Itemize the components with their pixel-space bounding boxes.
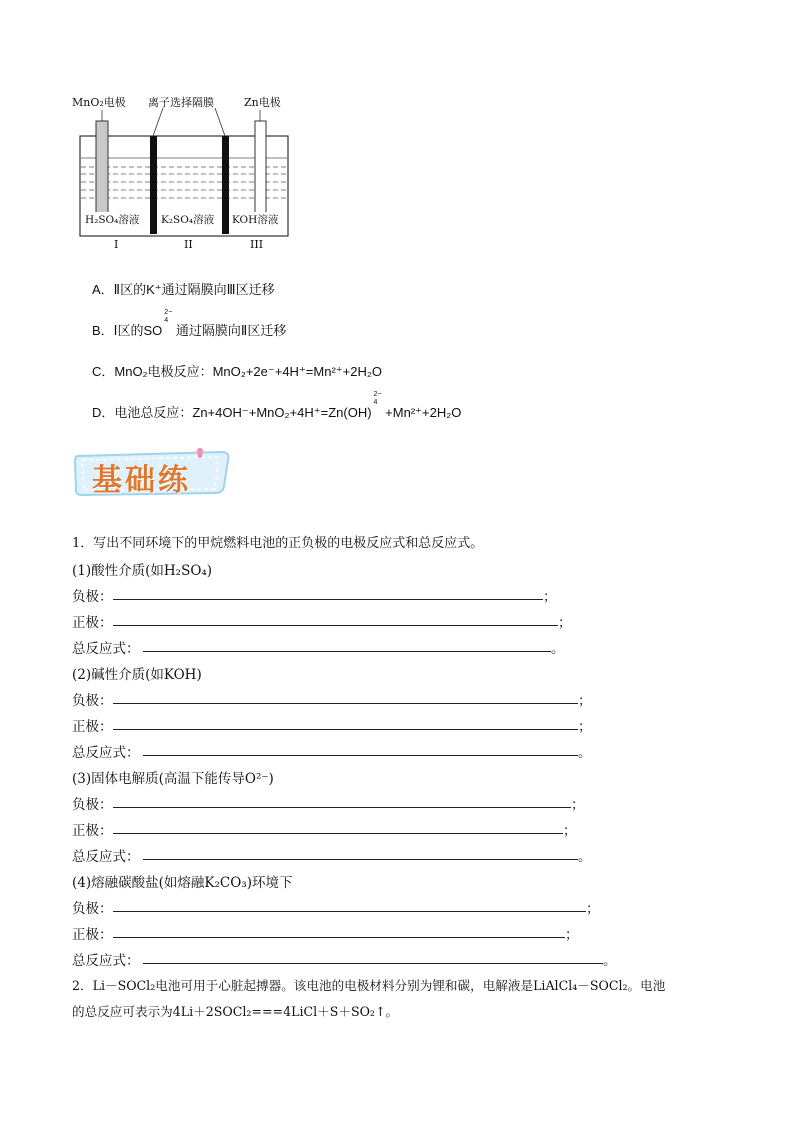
- option-d-ion-charge: [372, 391, 382, 417]
- cell-svg: [60, 88, 300, 258]
- q1-s2-pos-answer-line[interactable]: [113, 729, 578, 730]
- q1-s3-pos-label: 正极：: [72, 823, 113, 839]
- q1-section-2-heading: (2)碱性介质(如KOH): [72, 667, 202, 683]
- solution-label-3: KOH溶液: [232, 214, 279, 226]
- q1-s3-total-period: 。: [578, 849, 592, 865]
- q1-s2-neg-semicolon: ；: [578, 693, 592, 709]
- q1-s2-neg-label: 负极：: [72, 693, 113, 709]
- zn-electrode-label: Zn电极: [244, 96, 281, 109]
- option-b: [92, 309, 287, 339]
- q2-line-1: 2．Li－SOCl₂电池可用于心脏起搏器。该电池的电极材料分别为锂和碳，电解液是LiAlCl₄－SOCl₂。电池: [72, 978, 666, 993]
- q1-s2-total-answer-line[interactable]: [143, 755, 578, 756]
- option-d-sub: 4: [373, 399, 378, 406]
- option-b-sub: 4: [164, 317, 169, 324]
- q1-s1-total-answer-line[interactable]: [143, 651, 551, 652]
- membrane-right: [222, 136, 229, 234]
- q1-s4-neg-semicolon: ；: [586, 901, 600, 917]
- q1-s1-pos-label: 正极：: [72, 615, 113, 631]
- q1-s1-total-period: 。: [551, 641, 565, 657]
- q1-s1-pos-answer-line[interactable]: [113, 625, 558, 626]
- option-c: C．MnO₂电极反应：MnO₂+2e⁻+4H⁺=Mn²⁺+2H₂O: [92, 364, 383, 379]
- q1-s2-total-label: 总反应式：: [72, 745, 140, 761]
- region-label-1: I: [114, 238, 119, 251]
- q1-stem: 1．写出不同环境下的甲烷燃料电池的正负极的电极反应式和总反应式。: [72, 536, 484, 551]
- q1-section-4-heading: (4)熔融碳酸盐(如熔融K₂CO₃)环境下: [72, 875, 293, 891]
- zn-electrode: [255, 121, 266, 213]
- mno2-electrode: [96, 121, 108, 213]
- membrane-label: 离子选择隔膜: [148, 96, 214, 109]
- q1-s3-pos-semicolon: ；: [563, 823, 577, 839]
- section-banner: [72, 446, 232, 498]
- q2-line-2: 的总反应可表示为4Li＋2SOCl₂===4LiCl＋S＋SO₂↑。: [72, 1004, 399, 1019]
- option-d-sup: 2−: [373, 391, 382, 398]
- option-b-text-post: 通过隔膜向Ⅱ区迁移: [175, 323, 287, 338]
- q1-s3-neg-answer-line[interactable]: [113, 807, 571, 808]
- q1-s2-neg-answer-line[interactable]: [113, 703, 578, 704]
- q1-s1-pos-semicolon: ；: [558, 615, 572, 631]
- option-d-text-post: +Mn²⁺+2H₂O: [385, 405, 462, 420]
- option-a: A．Ⅱ区的K⁺通过隔膜向Ⅲ区迁移: [92, 282, 275, 297]
- solution-label-2: K₂SO₄溶液: [161, 214, 215, 226]
- q1-s3-neg-semicolon: ；: [571, 797, 585, 813]
- option-b-ion-charge: [162, 309, 173, 335]
- option-b-text-pre: B．Ⅰ区的SO: [92, 323, 163, 338]
- banner-title: 基础练: [92, 463, 191, 498]
- region-label-2: II: [184, 238, 193, 251]
- q1-section-1-heading: (1)酸性介质(如H₂SO₄): [72, 563, 213, 579]
- q1-s3-total-answer-line[interactable]: [143, 859, 578, 860]
- q1-s1-neg-semicolon: ；: [543, 589, 557, 605]
- option-d: [92, 391, 462, 421]
- option-b-sup: 2−: [164, 309, 173, 316]
- q1-s4-neg-label: 负极：: [72, 901, 113, 917]
- q1-s2-pos-label: 正极：: [72, 719, 113, 735]
- q1-s4-pos-answer-line[interactable]: [113, 937, 565, 938]
- q1-s1-total-label: 总反应式：: [72, 641, 140, 657]
- q1-s4-pos-semicolon: ；: [565, 927, 579, 943]
- q1-s4-pos-label: 正极：: [72, 927, 113, 943]
- membrane-left: [150, 136, 157, 234]
- solution-label-1: H₂SO₄溶液: [85, 214, 140, 226]
- q1-s3-total-label: 总反应式：: [72, 849, 140, 865]
- q1-s3-neg-label: 负极：: [72, 797, 113, 813]
- q1-s1-neg-answer-line[interactable]: [113, 599, 543, 600]
- q1-s1-neg-label: 负极：: [72, 589, 113, 605]
- q1-section-3-heading: (3)固体电解质(高温下能传导O²⁻): [72, 771, 274, 787]
- q1-s4-total-period: 。: [603, 953, 617, 969]
- mno2-electrode-label: MnO₂电极: [72, 96, 126, 109]
- q1-s4-total-label: 总反应式：: [72, 953, 140, 969]
- region-label-3: III: [250, 238, 264, 251]
- q1-s4-total-answer-line[interactable]: [143, 963, 603, 964]
- q1-s3-pos-answer-line[interactable]: [113, 833, 563, 834]
- q1-s2-total-period: 。: [578, 745, 592, 761]
- option-d-text-pre: D．电池总反应：Zn+4OH⁻+MnO₂+4H⁺=Zn(OH): [92, 405, 372, 420]
- q1-s2-pos-semicolon: ；: [578, 719, 592, 735]
- q1-s4-neg-answer-line[interactable]: [113, 911, 586, 912]
